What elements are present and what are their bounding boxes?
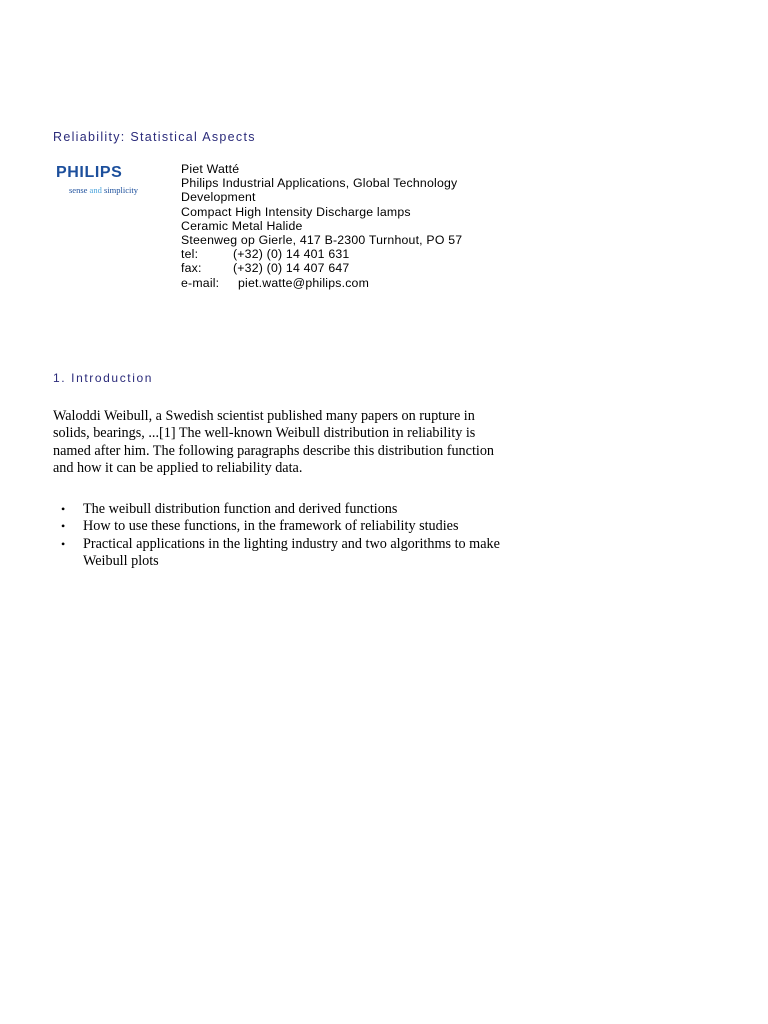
author-name: Piet Watté [181, 162, 240, 176]
author-org-line2: Development [181, 190, 256, 205]
fax-value: (+32) (0) 14 407 647 [233, 261, 350, 276]
tagline-simplicity: simplicity [101, 185, 138, 195]
author-product: Ceramic Metal Halide [181, 218, 303, 233]
list-item-text: How to use these functions, in the framework of reliability studies [83, 518, 459, 535]
bullet-icon: • [61, 502, 66, 516]
document-title: Reliability: Statistical Aspects [53, 130, 256, 144]
author-contact-block [181, 162, 501, 290]
intro-paragraph: Waloddi Weibull, a Swedish scientist published many papers on rupture in solids, bearings, ...[1] The well-known Weibull distribution in reliability is named after him. The following paragraphs describe this distribution function and how it can be applied to reliability data. [53, 408, 495, 476]
email-value: piet.watte@philips.com [238, 275, 370, 290]
fax-row [181, 261, 501, 275]
email-row [181, 276, 501, 290]
list-item [53, 536, 503, 571]
author-org-line1: Philips Industrial Applications, Global Technology [181, 176, 458, 191]
list-item-text: The weibull distribution function and derived functions [83, 501, 398, 517]
bullet-icon: • [61, 519, 66, 534]
author-department: Compact High Intensity Discharge lamps [181, 204, 411, 219]
logo-wordmark: PHILIPS [56, 164, 123, 181]
email-label: e-mail: [181, 275, 220, 290]
tagline-sense: sense [69, 185, 90, 195]
tagline-and: and [89, 185, 102, 195]
logo-tagline [69, 185, 160, 195]
list-item [53, 501, 503, 518]
fax-label: fax: [181, 261, 202, 276]
philips-logo [56, 165, 160, 201]
bullet-icon: • [61, 536, 66, 551]
tel-label: tel: [181, 247, 199, 262]
list-item-text: Practical applications in the lighting industry and two algorithms to make Weibull plots [83, 535, 500, 569]
tel-row [181, 247, 501, 261]
tel-value: (+32) (0) 14 401 631 [233, 247, 350, 262]
author-address: Steenweg op Gierle, 417 B-2300 Turnhout, PO 57 [181, 233, 463, 248]
list-item [53, 518, 503, 535]
bullet-list [53, 501, 503, 570]
section-heading: 1. Introduction [53, 371, 154, 385]
